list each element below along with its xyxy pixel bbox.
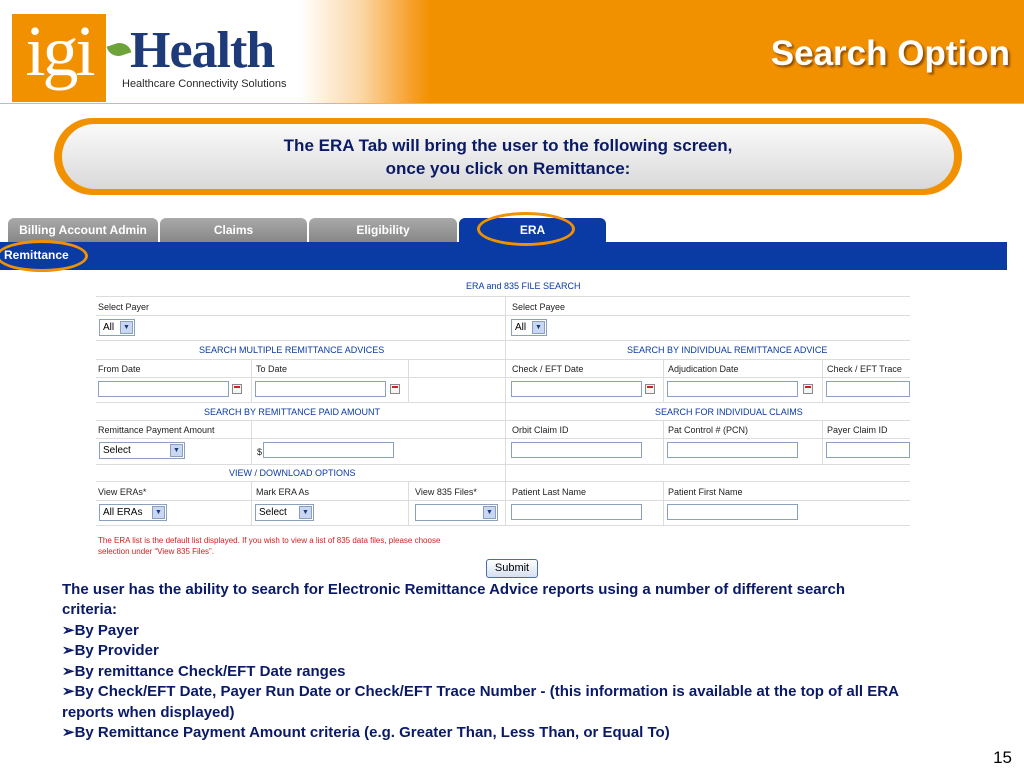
form-divider	[96, 315, 910, 316]
callout-line-1: The ERA Tab will bring the user to the following screen,	[283, 136, 733, 155]
callout-line-2: once you click on Remittance:	[385, 159, 631, 178]
form-column-divider	[505, 297, 506, 525]
form-divider	[96, 340, 910, 341]
calendar-icon[interactable]	[645, 384, 655, 394]
section-view-title: VIEW / DOWNLOAD OPTIONS	[229, 468, 356, 478]
adjudication-date-label: Adjudication Date	[668, 364, 739, 374]
bullet-item	[62, 682, 1020, 703]
from-date-label: From Date	[98, 364, 141, 374]
intro-line-2: criteria:	[62, 601, 118, 618]
form-note-line-2: selection under “View 835 Files”.	[98, 547, 214, 556]
chevron-down-icon: ▼	[170, 444, 183, 457]
form-title: ERA and 835 FILE SEARCH	[466, 281, 581, 291]
form-cell-divider	[663, 421, 664, 464]
view-835-label: View 835 Files*	[415, 487, 477, 497]
mark-era-select[interactable]	[255, 504, 314, 521]
intro-line-1: The user has the ability to search for Electronic Remittance Advice reports using a number of different search	[62, 581, 845, 598]
remit-payment-amount-label: Remittance Payment Amount	[98, 425, 215, 435]
form-divider	[96, 296, 910, 297]
check-eft-trace-input[interactable]	[826, 381, 910, 397]
orbit-claim-id-label: Orbit Claim ID	[512, 425, 569, 435]
bullet-item	[62, 723, 1020, 744]
payment-amount-input[interactable]	[263, 442, 394, 458]
arrow-bullet-icon: ➢	[62, 663, 75, 680]
tab-claims[interactable]: Claims	[160, 218, 307, 242]
view-835-select[interactable]	[415, 504, 498, 521]
chevron-down-icon: ▼	[299, 506, 312, 519]
arrow-bullet-icon: ➢	[62, 683, 75, 700]
form-cell-divider	[251, 360, 252, 402]
to-date-input[interactable]	[255, 381, 386, 397]
bullet-item	[62, 662, 1020, 683]
remit-payment-select-value: Select	[103, 445, 131, 456]
logo-igi-text: igi	[25, 11, 93, 91]
form-divider	[96, 525, 910, 526]
payer-select-value: All	[103, 322, 115, 333]
header-divider	[0, 103, 1024, 104]
adjudication-date-input[interactable]	[667, 381, 798, 397]
form-divider	[96, 464, 910, 465]
form-cell-divider	[663, 360, 664, 402]
form-cell-divider	[408, 482, 409, 525]
section-claims-title: SEARCH FOR INDIVIDUAL CLAIMS	[655, 407, 803, 417]
arrow-bullet-icon: ➢	[62, 724, 75, 741]
calendar-icon[interactable]	[232, 384, 242, 394]
form-note-line-1: The ERA list is the default list displayed. If you wish to view a list of 835 data files, please choose	[98, 536, 441, 545]
to-date-label: To Date	[256, 364, 288, 374]
page-number: 15	[993, 748, 1012, 767]
chevron-down-icon: ▼	[532, 321, 545, 334]
mark-era-select-value: Select	[259, 507, 287, 518]
pat-control-input[interactable]	[667, 442, 798, 458]
logo-tagline: Healthcare Connectivity Solutions	[122, 78, 287, 90]
bullet-item	[62, 621, 1020, 642]
chevron-down-icon: ▼	[120, 321, 133, 334]
section-multiple-title: SEARCH MULTIPLE REMITTANCE ADVICES	[199, 345, 385, 355]
logo-health-text: Health	[130, 22, 275, 79]
form-divider	[96, 377, 910, 378]
payer-claim-id-label: Payer Claim ID	[827, 425, 888, 435]
calendar-icon[interactable]	[390, 384, 400, 394]
chevron-down-icon: ▼	[483, 506, 496, 519]
patient-first-name-label: Patient First Name	[668, 487, 743, 497]
section-individual-title: SEARCH BY INDIVIDUAL REMITTANCE ADVICE	[627, 345, 828, 355]
select-payee-label: Select Payee	[512, 302, 566, 312]
view-eras-select[interactable]	[99, 504, 167, 521]
form-divider	[96, 402, 910, 403]
check-eft-trace-label: Check / EFT Trace	[827, 364, 902, 374]
pat-control-label: Pat Control # (PCN)	[668, 425, 749, 435]
bullet-text: By Provider	[74, 642, 159, 659]
patient-last-name-label: Patient Last Name	[512, 487, 587, 497]
dollar-sign: $	[257, 447, 263, 457]
chevron-down-icon: ▼	[152, 506, 165, 519]
subnav-bar	[0, 242, 1007, 270]
bullet-text: By Payer	[74, 622, 139, 639]
payee-select-value: All	[515, 322, 527, 333]
form-divider	[96, 438, 910, 439]
patient-last-name-input[interactable]	[511, 504, 642, 520]
subnav-remittance[interactable]: Remittance	[4, 248, 69, 262]
payer-claim-id-input[interactable]	[826, 442, 910, 458]
bullet-continuation: reports when displayed)	[62, 704, 235, 721]
bullet-text: By Check/EFT Date, Payer Run Date or Check/EFT Trace Number - (this information is available at the top of all ERA	[74, 683, 899, 700]
form-cell-divider	[663, 482, 664, 525]
bullet-item	[62, 641, 1020, 662]
check-eft-date-input[interactable]	[511, 381, 642, 397]
arrow-bullet-icon: ➢	[62, 622, 75, 639]
form-divider	[96, 500, 910, 501]
form-cell-divider	[251, 421, 252, 464]
mark-era-as-label: Mark ERA As	[256, 487, 310, 497]
callout-box	[62, 124, 954, 189]
select-payer-label: Select Payer	[98, 302, 150, 312]
orbit-claim-id-input[interactable]	[511, 442, 642, 458]
remit-payment-select[interactable]	[99, 442, 185, 459]
form-cell-divider	[408, 360, 409, 402]
bullet-text: By Remittance Payment Amount criteria (e.g. Greater Than, Less Than, or Equal To)	[74, 724, 670, 741]
form-divider	[96, 420, 910, 421]
tab-era[interactable]: ERA	[459, 218, 606, 242]
arrow-bullet-icon: ➢	[62, 642, 75, 659]
form-cell-divider	[822, 360, 823, 402]
payee-select[interactable]	[511, 319, 547, 336]
calendar-icon[interactable]	[803, 384, 813, 394]
check-eft-date-label: Check / EFT Date	[512, 364, 584, 374]
tab-billing-account-admin[interactable]: Billing Account Admin	[8, 218, 158, 242]
submit-button[interactable]: Submit	[486, 559, 538, 578]
tab-eligibility[interactable]: Eligibility	[309, 218, 457, 242]
bullet-text: By remittance Check/EFT Date ranges	[74, 663, 346, 680]
view-eras-label: View ERAs*	[98, 487, 147, 497]
form-cell-divider	[251, 482, 252, 525]
form-cell-divider	[822, 421, 823, 464]
form-divider	[96, 481, 910, 482]
form-divider	[96, 359, 910, 360]
payer-select[interactable]	[99, 319, 135, 336]
from-date-input[interactable]	[98, 381, 229, 397]
slide-title: Search Option	[770, 34, 1010, 73]
view-eras-select-value: All ERAs	[103, 507, 143, 518]
section-paid-amount-title: SEARCH BY REMITTANCE PAID AMOUNT	[204, 407, 381, 417]
patient-first-name-input[interactable]	[667, 504, 798, 520]
